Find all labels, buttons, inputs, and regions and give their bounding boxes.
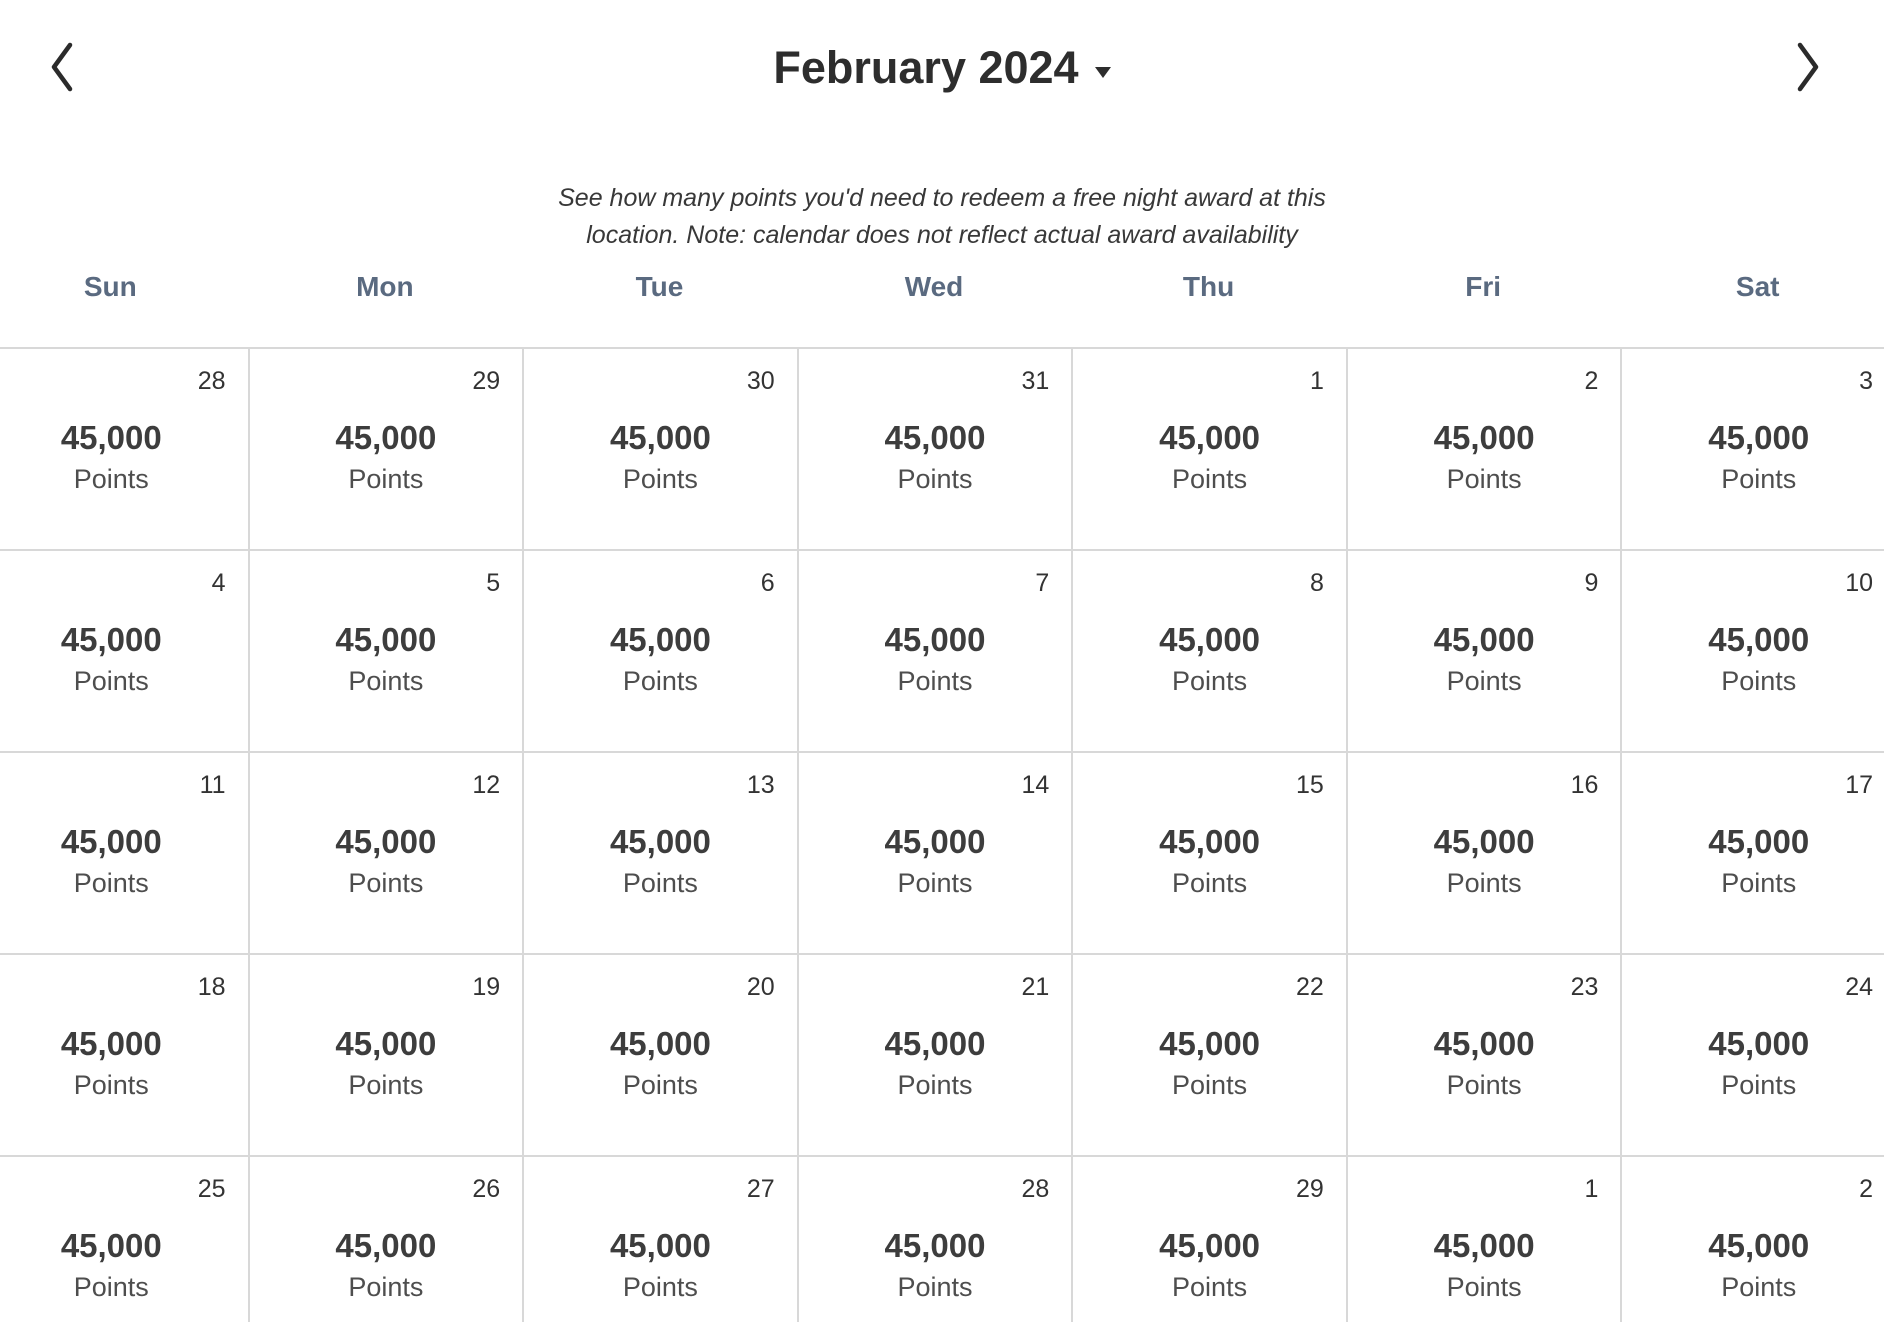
day-number: 8 [1309,569,1324,597]
points-value: 45,000 [1708,1227,1810,1264]
dow-header-mon: Mon [356,271,414,302]
points-label: Points [1172,666,1248,696]
day-number: 14 [1021,771,1050,799]
points-label: Points [348,666,424,696]
points-value: 45,000 [60,1227,162,1264]
day-cell [1346,1157,1621,1322]
day-cell [248,551,523,753]
day-number: 28 [1021,1175,1050,1203]
points-value: 45,000 [884,1227,986,1264]
points-label: Points [622,464,698,494]
points-label: Points [897,868,973,898]
points-label: Points [897,464,973,494]
day-number: 12 [472,771,501,799]
day-cell [797,1157,1072,1322]
day-cell [797,551,1072,753]
day-number: 27 [746,1175,775,1203]
points-value: 45,000 [60,621,162,658]
day-number: 5 [486,569,501,597]
day-cell [1071,551,1346,753]
points-value: 45,000 [884,621,986,658]
points-label: Points [73,464,149,494]
day-cell [1071,753,1346,955]
points-label: Points [73,1272,149,1302]
day-number: 23 [1570,973,1599,1001]
dow-header-tue: Tue [635,271,684,302]
points-value: 45,000 [1708,621,1810,658]
points-label: Points [897,1272,973,1302]
day-cell [797,349,1072,551]
day-number: 22 [1296,973,1324,1001]
dow-header-sat: Sat [1735,271,1780,302]
day-number: 13 [746,771,775,799]
day-cell [1620,349,1884,551]
points-label: Points [1721,1070,1797,1100]
day-number: 1 [1584,1175,1599,1203]
day-number: 11 [199,771,226,799]
day-number: 9 [1584,569,1599,597]
day-cell [0,955,248,1157]
points-value: 45,000 [1708,1025,1810,1062]
points-value: 45,000 [1159,1227,1261,1264]
points-label: Points [622,1070,698,1100]
points-value: 45,000 [1433,1025,1535,1062]
points-label: Points [348,1070,424,1100]
day-cell [1620,955,1884,1157]
points-value: 45,000 [884,823,986,860]
disclaimer-line-2: location. Note: calendar does not reflect actual award availability [586,221,1298,249]
points-label: Points [1721,1272,1797,1302]
day-cell [522,955,797,1157]
month-selector[interactable] [0,36,1884,100]
points-label: Points [1446,1070,1522,1100]
points-label: Points [73,666,149,696]
day-number: 18 [197,973,226,1001]
points-label: Points [897,1070,973,1100]
day-cell [0,349,248,551]
day-cell [522,551,797,753]
day-number: 20 [746,973,775,1001]
day-cell [1620,753,1884,955]
day-cell [1620,551,1884,753]
points-value: 45,000 [1708,419,1810,456]
points-label: Points [1721,464,1797,494]
day-number: 2 [1584,367,1599,395]
points-value: 45,000 [335,1025,437,1062]
day-number: 30 [746,367,775,395]
day-cell [522,349,797,551]
day-of-week-header-row [0,270,1884,304]
next-month-button[interactable] [1780,36,1836,100]
points-label: Points [1446,666,1522,696]
day-cell [248,955,523,1157]
points-value: 45,000 [1433,1227,1535,1264]
day-cell [1346,551,1621,753]
points-label: Points [1446,1272,1522,1302]
points-label: Points [1172,1070,1248,1100]
points-label: Points [1721,666,1797,696]
day-number: 3 [1859,367,1873,395]
day-number: 28 [197,367,226,395]
day-number: 6 [760,569,775,597]
points-label: Points [1446,464,1522,494]
points-value: 45,000 [335,823,437,860]
points-label: Points [1721,868,1797,898]
day-cell [522,753,797,955]
points-label: Points [1446,868,1522,898]
points-label: Points [1172,464,1248,494]
points-value: 45,000 [609,1227,711,1264]
day-number: 16 [1570,771,1599,799]
points-label: Points [73,868,149,898]
day-cell [0,753,248,955]
points-value: 45,000 [1159,621,1261,658]
calendar-disclaimer [0,180,1884,254]
day-number: 26 [472,1175,501,1203]
points-value: 45,000 [335,1227,437,1264]
day-number: 10 [1845,569,1873,597]
day-number: 21 [1021,973,1050,1001]
points-value: 45,000 [884,419,986,456]
points-label: Points [348,868,424,898]
day-number: 15 [1296,771,1324,799]
points-label: Points [622,868,698,898]
day-cell [1071,1157,1346,1322]
day-number: 7 [1035,569,1050,597]
day-number: 2 [1859,1175,1873,1203]
points-value: 45,000 [1159,1025,1261,1062]
disclaimer-line-1: See how many points you'd need to redeem a free night award at this [558,184,1326,212]
day-number: 4 [211,569,226,597]
points-value: 45,000 [335,419,437,456]
day-number: 31 [1021,367,1050,395]
day-cell [248,1157,523,1322]
day-cell [522,1157,797,1322]
points-value: 45,000 [1433,621,1535,658]
day-number: 24 [1845,973,1873,1001]
day-number: 25 [197,1175,226,1203]
points-value: 45,000 [1708,823,1810,860]
day-number: 29 [472,367,501,395]
points-value: 45,000 [1159,823,1261,860]
day-cell [0,551,248,753]
dow-header-sun: Sun [83,271,137,302]
day-cell [797,753,1072,955]
points-value: 45,000 [609,621,711,658]
calendar-grid [0,347,1884,1322]
day-cell [248,753,523,955]
points-value: 45,000 [609,823,711,860]
day-cell [0,1157,248,1322]
points-value: 45,000 [335,621,437,658]
day-cell [1346,753,1621,955]
points-value: 45,000 [60,1025,162,1062]
points-value: 45,000 [60,823,162,860]
points-label: Points [897,666,973,696]
day-cell [1071,349,1346,551]
points-value: 45,000 [1433,823,1535,860]
points-label: Points [622,1272,698,1302]
day-cell [1620,1157,1884,1322]
dow-header-wed: Wed [904,271,964,302]
month-title: February 2024 [773,42,1079,94]
points-label: Points [348,1272,424,1302]
points-value: 45,000 [1433,419,1535,456]
day-number: 19 [472,973,501,1001]
dow-header-thu: Thu [1182,271,1235,302]
points-label: Points [1172,1272,1248,1302]
day-number: 1 [1309,367,1324,395]
points-value: 45,000 [609,1025,711,1062]
chevron-right-icon [1795,42,1821,95]
points-value: 45,000 [609,419,711,456]
dow-header-fri: Fri [1465,271,1502,302]
points-value: 45,000 [1159,419,1261,456]
day-cell [797,955,1072,1157]
day-cell [1346,349,1621,551]
day-cell [248,349,523,551]
day-number: 17 [1845,771,1873,799]
points-label: Points [1172,868,1248,898]
points-label: Points [622,666,698,696]
day-number: 29 [1296,1175,1324,1203]
day-cell [1071,955,1346,1157]
points-value: 45,000 [884,1025,986,1062]
points-label: Points [348,464,424,494]
caret-down-icon [1095,67,1111,78]
day-cell [1346,955,1621,1157]
points-label: Points [73,1070,149,1100]
points-value: 45,000 [60,419,162,456]
